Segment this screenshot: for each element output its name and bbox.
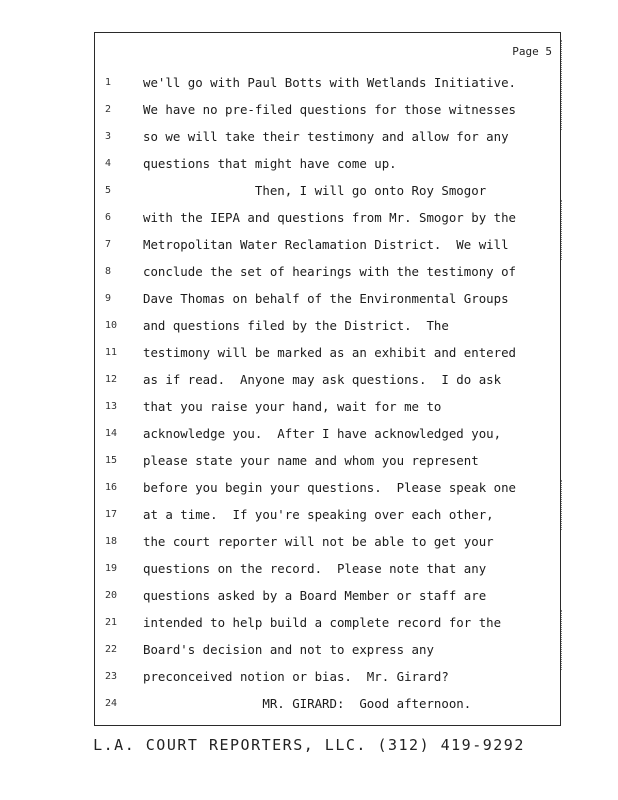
transcript-line bbox=[95, 262, 560, 282]
line-number: 16 bbox=[105, 482, 118, 493]
line-text: questions on the record. Please note that any bbox=[143, 561, 487, 576]
line-number: 17 bbox=[105, 509, 118, 520]
transcript-line bbox=[95, 397, 560, 417]
transcript-line bbox=[95, 424, 560, 444]
court-reporter-footer: L.A. COURT REPORTERS, LLC. (312) 419-9292 bbox=[93, 736, 525, 754]
line-number: 18 bbox=[105, 536, 118, 547]
transcript-line bbox=[95, 370, 560, 390]
line-text: with the IEPA and questions from Mr. Smogor by the bbox=[143, 210, 516, 225]
line-number: 21 bbox=[105, 617, 118, 628]
line-text: before you begin your questions. Please speak one bbox=[143, 480, 516, 495]
line-text: Board's decision and not to express any bbox=[143, 642, 434, 657]
line-number: 7 bbox=[105, 239, 112, 250]
line-text: at a time. If you're speaking over each other, bbox=[143, 507, 494, 522]
transcript-line bbox=[95, 235, 560, 255]
line-number: 14 bbox=[105, 428, 118, 439]
transcript-line bbox=[95, 208, 560, 228]
line-number: 23 bbox=[105, 671, 118, 682]
line-number: 2 bbox=[105, 104, 112, 115]
line-number: 24 bbox=[105, 698, 118, 709]
transcript-line bbox=[95, 289, 560, 309]
transcript-line bbox=[95, 586, 560, 606]
line-number: 9 bbox=[105, 293, 112, 304]
transcript-line bbox=[95, 559, 560, 579]
line-text: the court reporter will not be able to get your bbox=[143, 534, 494, 549]
transcript-line bbox=[95, 613, 560, 633]
transcript-line bbox=[95, 343, 560, 363]
line-number: 11 bbox=[105, 347, 118, 358]
line-number: 12 bbox=[105, 374, 118, 385]
line-text: so we will take their testimony and allow for any bbox=[143, 129, 509, 144]
line-text: preconceived notion or bias. Mr. Girard? bbox=[143, 669, 449, 684]
line-text: Dave Thomas on behalf of the Environmental Groups bbox=[143, 291, 509, 306]
transcript-line bbox=[95, 478, 560, 498]
transcript-line bbox=[95, 154, 560, 174]
line-text: Then, I will go onto Roy Smogor bbox=[143, 183, 487, 198]
transcript-line bbox=[95, 667, 560, 687]
line-text: intended to help build a complete record for the bbox=[143, 615, 502, 630]
line-number: 5 bbox=[105, 185, 112, 196]
line-number: 15 bbox=[105, 455, 118, 466]
line-number: 6 bbox=[105, 212, 112, 223]
margin-dots bbox=[561, 200, 565, 260]
line-number: 20 bbox=[105, 590, 118, 601]
margin-dots bbox=[561, 40, 565, 130]
line-text: conclude the set of hearings with the testimony of bbox=[143, 264, 516, 279]
page-number: Page 5 bbox=[512, 45, 552, 58]
line-text: testimony will be marked as an exhibit and entered bbox=[143, 345, 516, 360]
margin-dots bbox=[561, 610, 565, 670]
line-number: 1 bbox=[105, 77, 112, 88]
line-number: 4 bbox=[105, 158, 112, 169]
line-text: Metropolitan Water Reclamation District. We will bbox=[143, 237, 509, 252]
line-text: acknowledge you. After I have acknowledged you, bbox=[143, 426, 502, 441]
line-text: we'll go with Paul Botts with Wetlands Initiative. bbox=[143, 75, 516, 90]
line-text: questions asked by a Board Member or staff are bbox=[143, 588, 487, 603]
transcript-page-frame bbox=[94, 32, 561, 726]
margin-dots bbox=[561, 480, 565, 530]
line-text: MR. GIRARD: Good afternoon. bbox=[143, 696, 472, 711]
line-number: 13 bbox=[105, 401, 118, 412]
transcript-line bbox=[95, 73, 560, 93]
line-text: questions that might have come up. bbox=[143, 156, 397, 171]
transcript-line bbox=[95, 451, 560, 471]
line-text: and questions filed by the District. The bbox=[143, 318, 449, 333]
transcript-line bbox=[95, 505, 560, 525]
line-number: 10 bbox=[105, 320, 118, 331]
line-number: 19 bbox=[105, 563, 118, 574]
line-text: We have no pre-filed questions for those witnesses bbox=[143, 102, 516, 117]
line-number: 22 bbox=[105, 644, 118, 655]
transcript-line bbox=[95, 694, 560, 714]
transcript-line bbox=[95, 640, 560, 660]
transcript-line bbox=[95, 127, 560, 147]
transcript-line bbox=[95, 532, 560, 552]
line-text: please state your name and whom you represent bbox=[143, 453, 479, 468]
line-text: that you raise your hand, wait for me to bbox=[143, 399, 442, 414]
transcript-line bbox=[95, 181, 560, 201]
line-text: as if read. Anyone may ask questions. I do ask bbox=[143, 372, 502, 387]
line-number: 3 bbox=[105, 131, 112, 142]
transcript-line bbox=[95, 100, 560, 120]
transcript-line bbox=[95, 316, 560, 336]
line-number: 8 bbox=[105, 266, 112, 277]
